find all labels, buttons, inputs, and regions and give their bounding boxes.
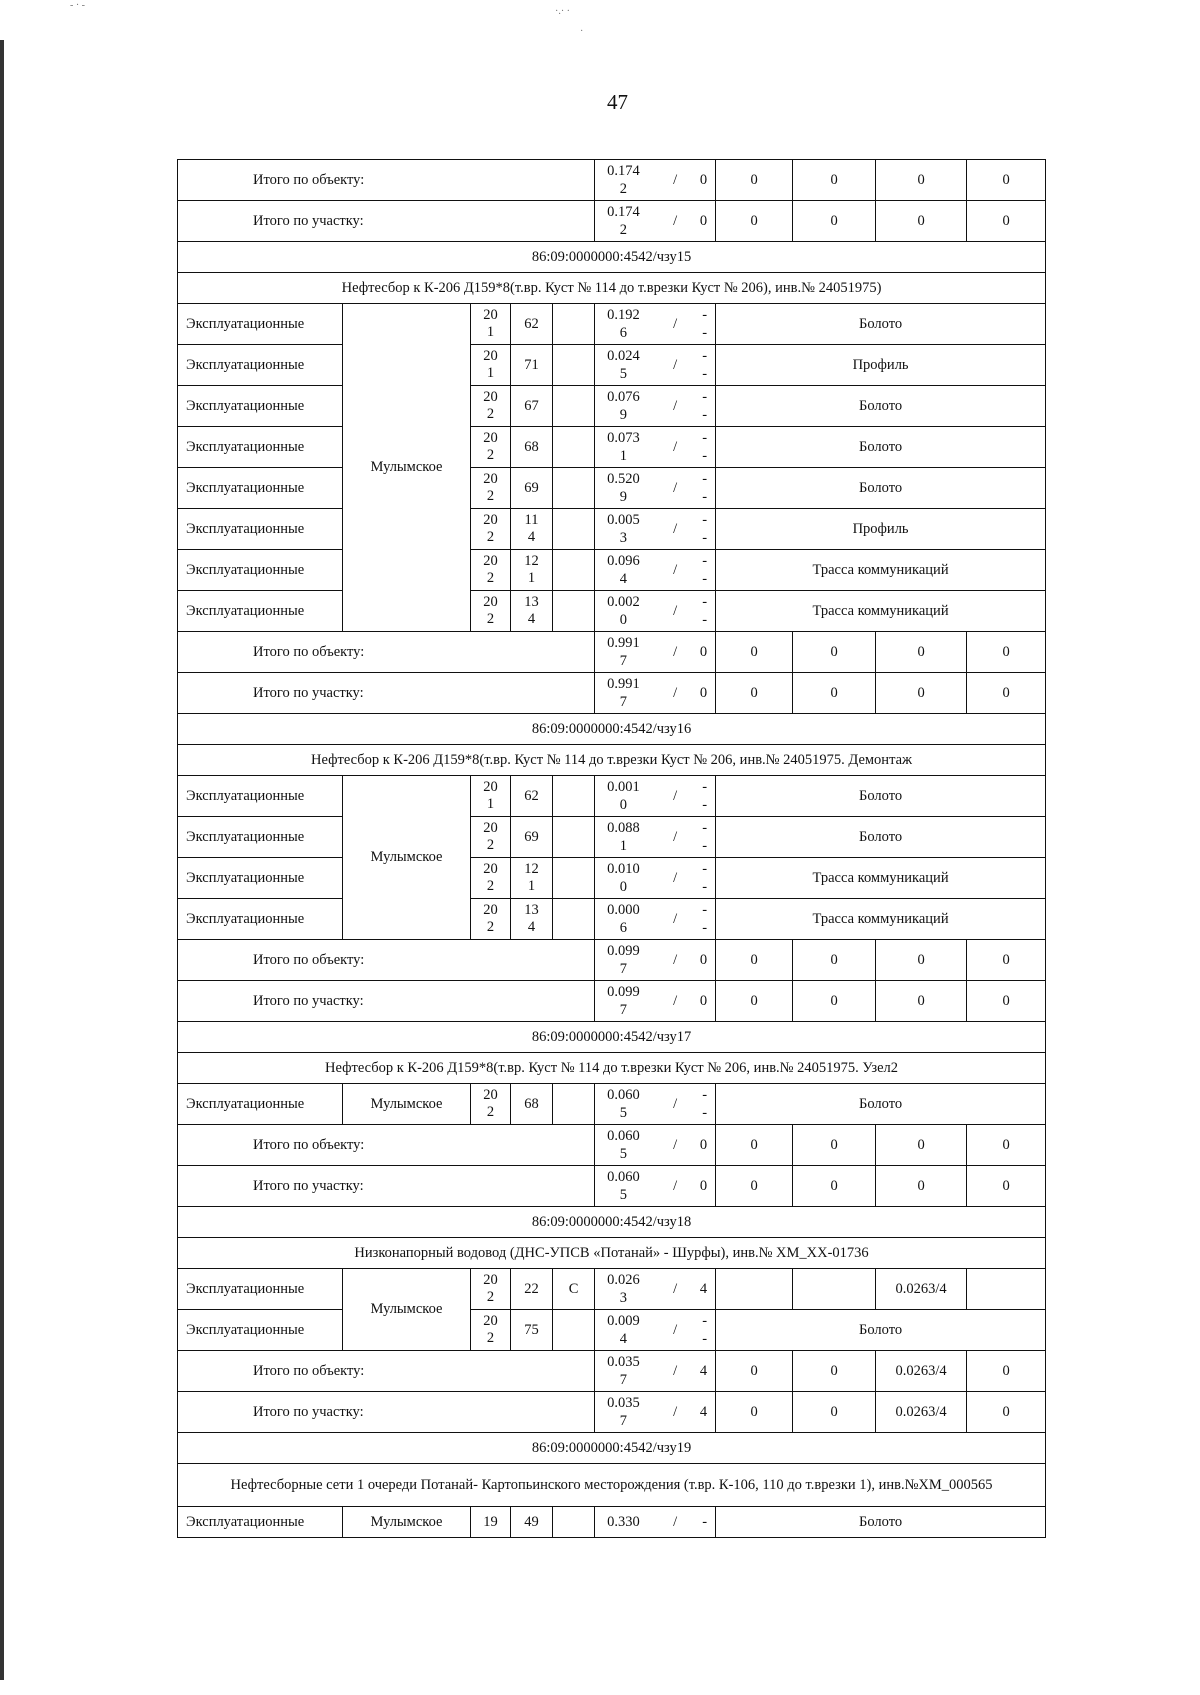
table-cell: 68 xyxy=(511,427,553,468)
table-cell: 0.0263/4 xyxy=(876,1269,967,1310)
table-cell: 0.002 0 / - - xyxy=(595,591,716,632)
table-cell xyxy=(553,899,595,940)
table-cell: 22 xyxy=(511,1269,553,1310)
table-row xyxy=(178,776,1046,817)
table-cell: 0.060 5 / 0 xyxy=(595,1125,716,1166)
table-cell: Эксплуатационные xyxy=(178,345,343,386)
table-cell: Трасса коммуникаций xyxy=(716,899,1046,940)
table-cell: 0 xyxy=(967,981,1046,1022)
total-section-row xyxy=(178,673,1046,714)
total-object-row xyxy=(178,160,1046,201)
table-cell: 0.035 7 / 4 xyxy=(595,1351,716,1392)
page-number: 47 xyxy=(607,90,628,114)
table-cell: Эксплуатационные xyxy=(178,386,343,427)
table-cell: 0 xyxy=(793,160,876,201)
table-cell: Болото xyxy=(716,427,1046,468)
object-title: Низконапорный водовод (ДНС-УПСВ «Потанай» - Шурфы), инв.№ ХМ_ХХ-01736 xyxy=(178,1238,1046,1269)
table-cell: 0.991 7 / 0 xyxy=(595,673,716,714)
table-cell: 0 xyxy=(716,1351,793,1392)
total-object-row xyxy=(178,632,1046,673)
table-cell: 20 2 xyxy=(471,509,511,550)
table-row xyxy=(178,858,1046,899)
table-row xyxy=(178,304,1046,345)
table-cell: 0.192 6 / - - xyxy=(595,304,716,345)
table-cell xyxy=(553,817,595,858)
table-cell: 0 xyxy=(793,673,876,714)
table-cell: Эксплуатационные xyxy=(178,1269,343,1310)
table-cell xyxy=(553,345,595,386)
table-cell: Болото xyxy=(716,1084,1046,1125)
table-cell: 20 1 xyxy=(471,345,511,386)
table-cell: 0 xyxy=(793,1125,876,1166)
table-cell: 0.099 7 / 0 xyxy=(595,940,716,981)
table-cell: Итого по объекту: xyxy=(178,1351,595,1392)
table-cell: 0 xyxy=(967,1392,1046,1433)
total-object-label: Итого по объекту: xyxy=(178,160,595,201)
table-cell: 20 2 xyxy=(471,1269,511,1310)
table-cell: 0.010 0 / - - xyxy=(595,858,716,899)
table-row xyxy=(178,345,1046,386)
table-cell: 0 xyxy=(876,632,967,673)
table-cell: 20 2 xyxy=(471,591,511,632)
total-object-row xyxy=(178,1351,1046,1392)
table-cell: С xyxy=(553,1269,595,1310)
cadastral-row xyxy=(178,1207,1046,1238)
table-cell: 20 2 xyxy=(471,858,511,899)
table-cell: 0 xyxy=(876,160,967,201)
total-section-label: Итого по участку: xyxy=(178,201,595,242)
area-cell: 0.174 2 / 0 xyxy=(595,201,716,242)
object-title-row xyxy=(178,1053,1046,1084)
cadastral-row xyxy=(178,1433,1046,1464)
table-cell: 62 xyxy=(511,776,553,817)
table-cell: 62 xyxy=(511,304,553,345)
total-section-row xyxy=(178,1166,1046,1207)
table-cell: Болото xyxy=(716,1507,1046,1538)
table-cell: Профиль xyxy=(716,345,1046,386)
table-cell: 75 xyxy=(511,1310,553,1351)
field-name: Мулымское xyxy=(343,1269,471,1351)
table-cell: 0 xyxy=(967,1166,1046,1207)
table-row xyxy=(178,427,1046,468)
table-cell: Эксплуатационные xyxy=(178,1310,343,1351)
table-cell: 0 xyxy=(716,940,793,981)
table-cell: Итого по участку: xyxy=(178,1166,595,1207)
table-cell: Итого по участку: xyxy=(178,673,595,714)
cadastral-number: 86:09:0000000:4542/чзу15 xyxy=(178,242,1046,273)
table-cell: Эксплуатационные xyxy=(178,858,343,899)
table-cell: 0.099 7 / 0 xyxy=(595,981,716,1022)
table-cell: 13 4 xyxy=(511,591,553,632)
table-cell xyxy=(967,1269,1046,1310)
field-name: Мулымское xyxy=(343,1084,471,1125)
table-cell: 20 1 xyxy=(471,776,511,817)
table-cell: 0.060 5 / 0 xyxy=(595,1166,716,1207)
scan-left-edge xyxy=(0,40,4,1680)
table-cell: 20 2 xyxy=(471,899,511,940)
table-cell: Болото xyxy=(716,776,1046,817)
table-cell: Болото xyxy=(716,468,1046,509)
field-name: Мулымское xyxy=(343,776,471,940)
table-cell: Эксплуатационные xyxy=(178,899,343,940)
land-register-table xyxy=(177,159,1046,1538)
table-cell: 0 xyxy=(793,981,876,1022)
object-title: Нефтесборные сети 1 очереди Потанай- Картопьинского месторождения (т.вр. К-106, 110 до т.врезки 1), инв.№ХМ_000565 xyxy=(178,1464,1046,1507)
cadastral-row xyxy=(178,714,1046,745)
table-cell xyxy=(553,591,595,632)
table-cell: Эксплуатационные xyxy=(178,509,343,550)
table-cell: 0.060 5 / - - xyxy=(595,1084,716,1125)
table-cell xyxy=(553,386,595,427)
object-title-row xyxy=(178,745,1046,776)
total-section-row xyxy=(178,981,1046,1022)
table-cell: 0.001 0 / - - xyxy=(595,776,716,817)
table-cell: 0.330 / - xyxy=(595,1507,716,1538)
table-cell: Итого по участку: xyxy=(178,981,595,1022)
total-section-row xyxy=(178,201,1046,242)
table-cell: 0.520 9 / - - xyxy=(595,468,716,509)
table-cell: 0 xyxy=(716,201,793,242)
field-name: Мулымское xyxy=(343,304,471,632)
table-cell: 69 xyxy=(511,468,553,509)
table-cell: Эксплуатационные xyxy=(178,1507,343,1538)
scan-mark: ·.· · xyxy=(555,6,570,17)
table-cell: Эксплуатационные xyxy=(178,1084,343,1125)
table-cell: 0.000 6 / - - xyxy=(595,899,716,940)
table-cell: 0 xyxy=(876,1166,967,1207)
table-cell: Болото xyxy=(716,304,1046,345)
table-row xyxy=(178,1269,1046,1310)
table-cell: 20 2 xyxy=(471,817,511,858)
table-cell: 20 1 xyxy=(471,304,511,345)
table-cell: 0 xyxy=(876,940,967,981)
table-cell: 0 xyxy=(967,632,1046,673)
table-row xyxy=(178,591,1046,632)
cadastral-row xyxy=(178,242,1046,273)
table-cell: 20 2 xyxy=(471,1310,511,1351)
table-cell: 71 xyxy=(511,345,553,386)
table-cell: 67 xyxy=(511,386,553,427)
table-cell: 0 xyxy=(876,981,967,1022)
table-row xyxy=(178,1507,1046,1538)
table-cell xyxy=(553,776,595,817)
table-cell: 0.009 4 / - - xyxy=(595,1310,716,1351)
table-cell xyxy=(553,1084,595,1125)
table-cell: 0.096 4 / - - xyxy=(595,550,716,591)
table-cell: 0.026 3 / 4 xyxy=(595,1269,716,1310)
table-cell xyxy=(553,304,595,345)
table-cell: Эксплуатационные xyxy=(178,427,343,468)
total-object-row xyxy=(178,940,1046,981)
table-cell xyxy=(716,1269,793,1310)
table-cell: 20 2 xyxy=(471,550,511,591)
table-row xyxy=(178,550,1046,591)
table-cell: Болото xyxy=(716,386,1046,427)
table-cell: Эксплуатационные xyxy=(178,468,343,509)
table-cell: Болото xyxy=(716,1310,1046,1351)
table-cell: Трасса коммуникаций xyxy=(716,550,1046,591)
table-cell: Трасса коммуникаций xyxy=(716,858,1046,899)
table-cell: Профиль xyxy=(716,509,1046,550)
table-cell: 11 4 xyxy=(511,509,553,550)
table-cell: 0 xyxy=(716,1166,793,1207)
table-cell: 0 xyxy=(716,1392,793,1433)
table-cell: 12 1 xyxy=(511,550,553,591)
table-cell: 0 xyxy=(716,981,793,1022)
table-cell: 69 xyxy=(511,817,553,858)
table-cell: 12 1 xyxy=(511,858,553,899)
table-cell: 0 xyxy=(793,632,876,673)
table-cell: 20 2 xyxy=(471,468,511,509)
table-row xyxy=(178,817,1046,858)
table-cell xyxy=(553,1310,595,1351)
table-cell: 20 2 xyxy=(471,427,511,468)
table-cell: 0 xyxy=(716,673,793,714)
table-cell: Болото xyxy=(716,817,1046,858)
table-cell: Эксплуатационные xyxy=(178,591,343,632)
table-cell: 20 2 xyxy=(471,386,511,427)
table-cell xyxy=(553,509,595,550)
table-cell: 0 xyxy=(876,201,967,242)
table-cell: 0.991 7 / 0 xyxy=(595,632,716,673)
object-title-row xyxy=(178,1238,1046,1269)
object-title: Нефтесбор к К-206 Д159*8(т.вр. Куст № 114 до т.врезки Куст № 206, инв.№ 24051975. Демонтаж xyxy=(178,745,1046,776)
table-cell: 0.076 9 / - - xyxy=(595,386,716,427)
table-cell: Итого по объекту: xyxy=(178,1125,595,1166)
object-title: Нефтесбор к К-206 Д159*8(т.вр. Куст № 114 до т.врезки Куст № 206), инв.№ 24051975) xyxy=(178,273,1046,304)
table-cell: 0.0263/4 xyxy=(876,1351,967,1392)
cadastral-number: 86:09:0000000:4542/чзу18 xyxy=(178,1207,1046,1238)
table-cell: 0 xyxy=(716,632,793,673)
table-cell: Итого по объекту: xyxy=(178,940,595,981)
table-cell xyxy=(553,427,595,468)
table-cell: 0 xyxy=(876,1125,967,1166)
table-cell xyxy=(793,1269,876,1310)
table-cell: Итого по объекту: xyxy=(178,632,595,673)
cadastral-number: 86:09:0000000:4542/чзу17 xyxy=(178,1022,1046,1053)
total-object-row xyxy=(178,1125,1046,1166)
table-cell: Трасса коммуникаций xyxy=(716,591,1046,632)
table-cell: 0 xyxy=(716,160,793,201)
object-title-row xyxy=(178,273,1046,304)
table-cell: 19 xyxy=(471,1507,511,1538)
table-cell: 0 xyxy=(876,673,967,714)
table-cell xyxy=(553,1507,595,1538)
table-cell: 0 xyxy=(967,1351,1046,1392)
table-cell: 0.088 1 / - - xyxy=(595,817,716,858)
table-cell: 0 xyxy=(967,940,1046,981)
table-row xyxy=(178,509,1046,550)
total-section-row xyxy=(178,1392,1046,1433)
table-cell: 0 xyxy=(793,1166,876,1207)
cadastral-number: 86:09:0000000:4542/чзу19 xyxy=(178,1433,1046,1464)
table-cell: 20 2 xyxy=(471,1084,511,1125)
table-cell: 0 xyxy=(793,940,876,981)
table-cell: Итого по участку: xyxy=(178,1392,595,1433)
table-cell: Эксплуатационные xyxy=(178,776,343,817)
table-cell: 0.024 5 / - - xyxy=(595,345,716,386)
table-cell xyxy=(553,858,595,899)
table-cell: 0.005 3 / - - xyxy=(595,509,716,550)
table-cell xyxy=(553,550,595,591)
table-row xyxy=(178,468,1046,509)
table-row xyxy=(178,386,1046,427)
table-cell: 0 xyxy=(967,160,1046,201)
table-cell: 13 4 xyxy=(511,899,553,940)
table-cell: 0 xyxy=(967,673,1046,714)
table-cell: 0.073 1 / - - xyxy=(595,427,716,468)
table-row xyxy=(178,1310,1046,1351)
object-title: Нефтесбор к К-206 Д159*8(т.вр. Куст № 114 до т.врезки Куст № 206, инв.№ 24051975. Узел2 xyxy=(178,1053,1046,1084)
table-cell: 0 xyxy=(967,1125,1046,1166)
field-name: Мулымское xyxy=(343,1507,471,1538)
cadastral-number: 86:09:0000000:4542/чзу16 xyxy=(178,714,1046,745)
table-cell: Эксплуатационные xyxy=(178,550,343,591)
table-cell: 0 xyxy=(716,1125,793,1166)
table-cell xyxy=(553,468,595,509)
table-cell: 68 xyxy=(511,1084,553,1125)
table-cell: 0.0263/4 xyxy=(876,1392,967,1433)
cadastral-row xyxy=(178,1022,1046,1053)
table-cell: Эксплуатационные xyxy=(178,817,343,858)
table-cell: 0 xyxy=(967,201,1046,242)
table-cell: 0 xyxy=(793,1392,876,1433)
table-row xyxy=(178,1084,1046,1125)
table-row xyxy=(178,899,1046,940)
table-cell: 49 xyxy=(511,1507,553,1538)
table-cell: 0 xyxy=(793,1351,876,1392)
table-cell: 0 xyxy=(793,201,876,242)
scan-mark: · xyxy=(580,26,584,37)
table-cell: Эксплуатационные xyxy=(178,304,343,345)
object-title-row xyxy=(178,1464,1046,1507)
scan-mark: - · - xyxy=(70,0,85,11)
table-cell: 0.035 7 / 4 xyxy=(595,1392,716,1433)
area-cell: 0.174 2 / 0 xyxy=(595,160,716,201)
